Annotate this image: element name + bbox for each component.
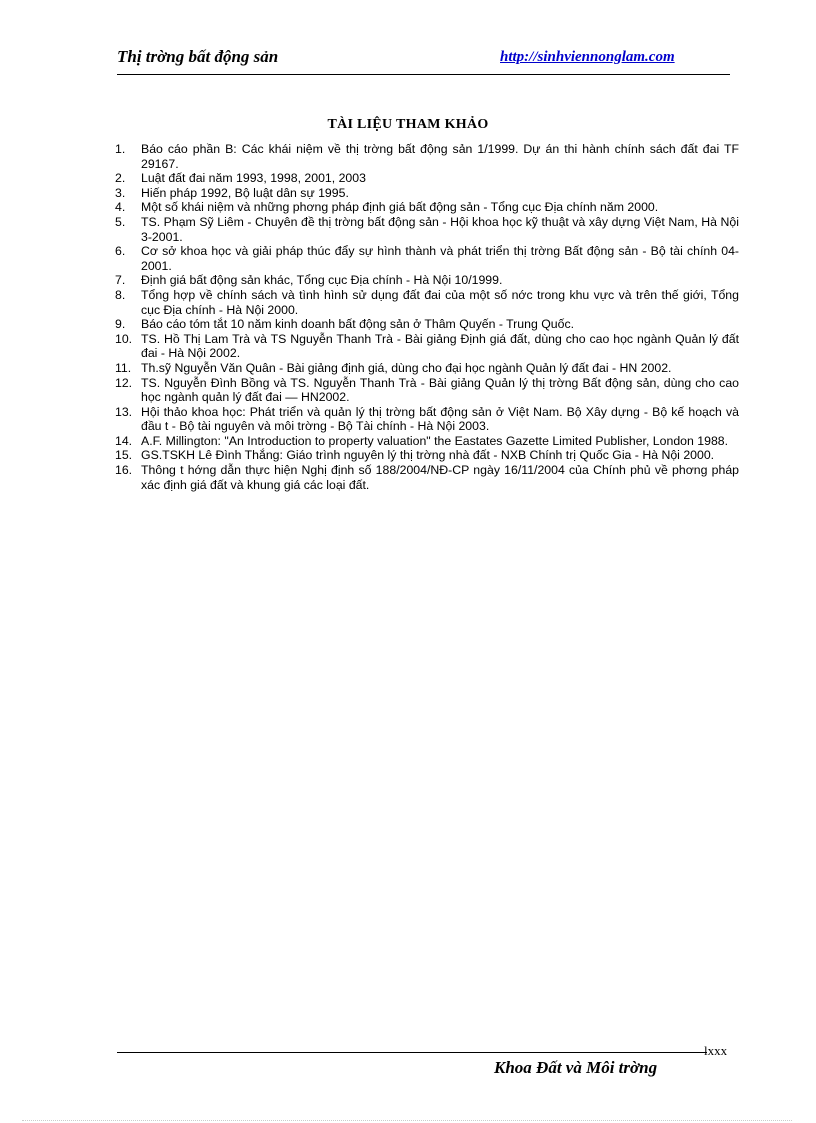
section-title: TÀI LIỆU THAM KHẢO: [327, 117, 489, 132]
page-number: lxxx: [704, 1043, 728, 1058]
reference-number: 8.: [115, 287, 126, 302]
reference-text: Một số khái niệm và những phơng pháp định giá bất động sản - Tổng cục Địa chính năm 2000.: [141, 200, 659, 215]
reference-item: [115, 288, 739, 317]
reference-item: [115, 463, 739, 492]
reference-number: 13.: [115, 404, 133, 419]
reference-item: [115, 434, 739, 449]
website-link[interactable]: http://sinhviennonglam.com: [500, 49, 675, 65]
reference-number: 15.: [115, 448, 133, 463]
reference-text: Định giá bất động sản khác, Tổng cục Địa chính - Hà Nội 10/1999.: [141, 273, 503, 288]
reference-number: 14.: [115, 433, 133, 448]
reference-number: 9.: [115, 317, 126, 332]
reference-number: 1.: [115, 142, 126, 156]
reference-text: TS. Phạm Sỹ Liêm - Chuyên đề thị trờng bất động sản - Hội khoa học kỹ thuật và xây dựng Việt Nam, Hà Nội 3-2001.: [141, 214, 739, 244]
reference-item: [115, 332, 739, 361]
reference-list: [115, 142, 739, 492]
reference-number: 2.: [115, 171, 126, 186]
reference-text: GS.TSKH Lê Đình Thắng: Giáo trình nguyên lý thị trờng nhà đất - NXB Chính trị Quốc Gia - Hà Nội 2000.: [141, 448, 715, 463]
reference-text: Hội thảo khoa học: Phát triển và quản lý thị trờng bất động sản ở Việt Nam. Bộ Xây dựng - Bộ kế hoạch và đầu t - Bộ tài nguyên và môi trờng - Bộ Tài chính - Hà Nội 2003.: [141, 404, 739, 434]
reference-number: 4.: [115, 200, 126, 215]
reference-text: Thông t hớng dẫn thực hiện Nghị định số 188/2004/NĐ-CP ngày 16/11/2004 của Chính phủ về phơng pháp xác định giá đất và khung giá các loại đất.: [141, 463, 739, 492]
reference-text: Báo cáo tóm tắt 10 năm kinh doanh bất động sản ở Thâm Quyến - Trung Quốc.: [141, 317, 575, 332]
reference-item: [115, 171, 739, 186]
reference-text: TS. Hồ Thị Lam Trà và TS Nguyễn Thanh Trà - Bài giảng Định giá đất, dùng cho cao học ngành Quản lý đất đai - Hà Nội 2002.: [141, 331, 739, 361]
reference-text: Hiến pháp 1992, Bộ luật dân sự 1995.: [141, 185, 349, 200]
reference-number: 3.: [115, 185, 126, 200]
reference-number: 5.: [115, 214, 126, 229]
footer-divider: [117, 1052, 707, 1053]
reference-number: 6.: [115, 244, 126, 259]
reference-text: Cơ sở khoa học và giải pháp thúc đẩy sự hình thành và phát triển thị trờng Bất động sản - Bộ tài chính 04-2001.: [141, 244, 739, 273]
reference-item: [115, 405, 739, 434]
reference-text: A.F. Millington: "An Introduction to property valuation" the Eastates Gazette Limited Publisher, London 1988.: [141, 433, 729, 448]
header-title: Thị trờng bất động sản: [117, 47, 279, 66]
footer-department: Khoa Đất và Môi trờng: [494, 1058, 658, 1077]
reference-number: 16.: [115, 463, 133, 478]
reference-item: [115, 273, 739, 288]
reference-item: [115, 142, 739, 171]
reference-text: Tổng hợp về chính sách và tình hình sử dụng đất đai của một số nớc trong khu vực và trên thế giới, Tổng cục Địa chính - Hà Nội 2000.: [141, 287, 739, 317]
reference-number: 11.: [115, 360, 132, 375]
reference-item: [115, 186, 739, 201]
reference-item: [115, 361, 739, 376]
reference-item: [115, 244, 739, 273]
reference-number: 12.: [115, 375, 133, 390]
reference-number: 10.: [115, 331, 133, 346]
reference-text: Th.sỹ Nguyễn Văn Quân - Bài giảng định giá, dùng cho đại học ngành Quản lý đất đai - HN 2002.: [141, 360, 672, 375]
reference-item: [115, 448, 739, 463]
reference-item: [115, 376, 739, 405]
reference-item: [115, 215, 739, 244]
reference-text: Luật đất đai năm 1993, 1998, 2001, 2003: [141, 171, 366, 186]
reference-text: Báo cáo phần B: Các khái niệm về thị trờng bất động sản 1/1999. Dự án thi hành chính sách đất đai TF 29167.: [141, 142, 739, 171]
reference-number: 7.: [115, 273, 126, 288]
page-edge: [22, 1120, 792, 1121]
reference-text: TS. Nguyễn Đình Bồng và TS. Nguyễn Thanh Trà - Bài giảng Quản lý thị trờng Bất động sản, dùng cho cao học ngành quản lý đất đai — HN2002.: [141, 375, 739, 405]
header-divider: [117, 74, 730, 75]
reference-item: [115, 200, 739, 215]
reference-item: [115, 317, 739, 332]
